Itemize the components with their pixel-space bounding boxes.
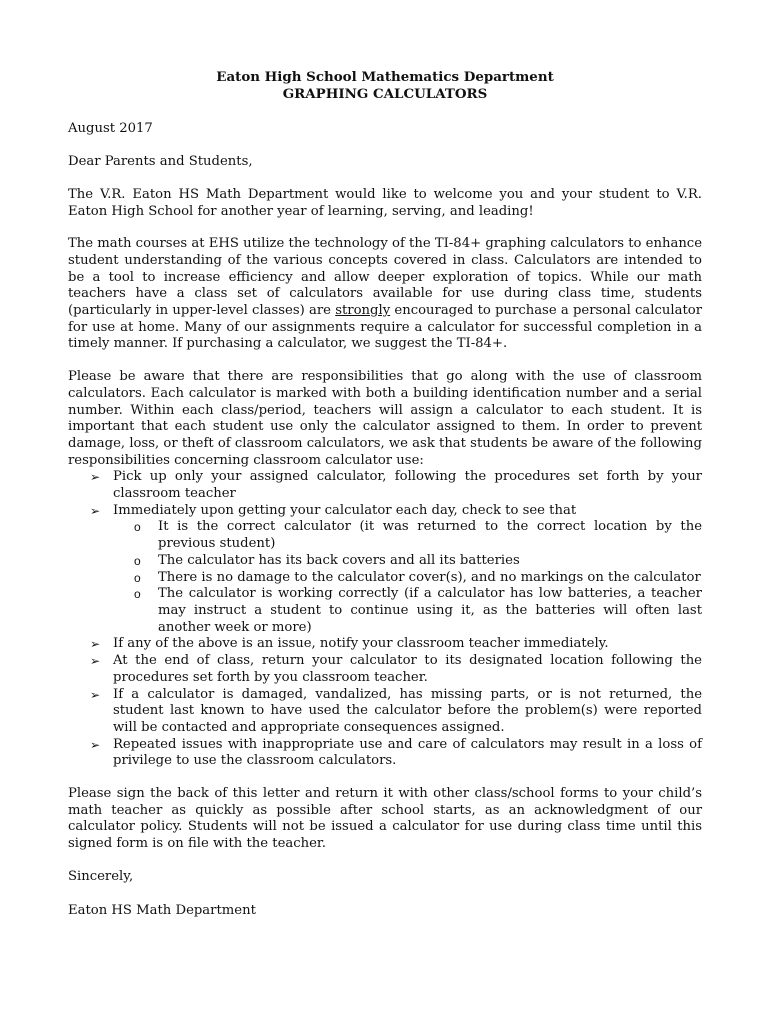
list-item [68, 469, 702, 502]
arrow-bullet-icon: ➢ [90, 470, 101, 485]
salutation: Dear Parents and Students, [68, 154, 253, 170]
list-item [68, 687, 702, 737]
signature: Eaton HS Math Department [68, 902, 256, 918]
responsibilities-paragraph: Please be aware that there are responsibilities that go along with the use of classroom calculators. Each calculator is marked with both a building identification number and a serial number. Within each class/period, teachers will assign a calculator to each student. It is important that each student use only the calculator assigned to them. In order to prevent damage, loss, or theft of classroom calculators, we ask that students be aware of the following responsibilities concerning classroom calculator use: [68, 369, 702, 468]
usage-text-end: encouraged to purchase a personal calculator for use at home. Many of our assignments require a calculator for successful completion in a timely manner. If purchasing a calculator, we suggest the TI-84+. [68, 303, 703, 352]
sub-list-item-text: The calculator has its back covers and all its batteries [158, 552, 520, 568]
sub-list-item-text: There is no damage to the calculator cover(s), and no markings on the calculator [158, 569, 701, 585]
list-item-text: If a calculator is damaged, vandalized, has missing parts, or is not returned, the student last known to have used the calculator before the problem(s) were reported will be contacted and appropriate consequences assigned. [113, 686, 702, 735]
arrow-bullet-icon: ➢ [90, 654, 101, 669]
list-item-text: Pick up only your assigned calculator, following the procedures set forth by your classroom teacher [113, 469, 702, 502]
letter-subject: GRAPHING CALCULATORS [282, 85, 488, 102]
circle-bullet-icon: o [134, 520, 141, 535]
circle-bullet-icon: o [134, 570, 141, 585]
check-list [113, 519, 702, 636]
sub-list-item [68, 586, 702, 636]
arrow-bullet-icon: ➢ [90, 637, 101, 652]
sub-list-item-text: It is the correct calculator (it was returned to the correct location by the previous student) [158, 519, 702, 552]
department-title: Eaton High School Mathematics Department [216, 69, 554, 85]
strongly-underlined: strongly [335, 303, 391, 319]
letter-date: August 2017 [68, 121, 153, 137]
list-item [68, 737, 702, 770]
list-item-text: If any of the above is an issue, notify your classroom teacher immediately. [113, 636, 609, 652]
list-item [68, 503, 702, 637]
list-item [68, 636, 702, 653]
arrow-bullet-icon: ➢ [90, 687, 101, 702]
circle-bullet-icon: o [134, 587, 141, 602]
arrow-bullet-icon: ➢ [90, 737, 101, 752]
list-item-text: Repeated issues with inappropriate use and care of calculators may result in a loss of privilege to use the classroom calculators. [113, 736, 702, 769]
circle-bullet-icon: o [134, 553, 141, 568]
list-item-text: At the end of class, return your calculator to its designated location following the procedures set forth by you classroom teacher. [113, 653, 702, 685]
sub-list-item-text: The calculator is working correctly (if a calculator has low batteries, a teacher may instruct a student to continue using it, as the batteries will often last another week or more) [158, 586, 702, 635]
arrow-bullet-icon: ➢ [90, 503, 101, 518]
letter-heading [68, 69, 702, 102]
calculator-usage-paragraph [68, 236, 702, 353]
sub-list-item [68, 570, 702, 587]
sub-list-item [68, 553, 702, 570]
return-form-paragraph: Please sign the back of this letter and return it with other class/school forms to your child’s math teacher as quickly as possible after school starts, as an acknowledgment of our calculator policy. Students will not be issued a calculator for use during class time until this signed form is on file with the teacher. [68, 786, 702, 852]
sub-list-item [68, 519, 702, 552]
responsibilities-list [68, 469, 702, 770]
list-item-text: Immediately upon getting your calculator each day, check to see that [113, 502, 577, 518]
closing: Sincerely, [68, 868, 134, 884]
welcome-paragraph: The V.R. Eaton HS Math Department would like to welcome you and your student to V.R. Eaton High School for another year of learning, serving, and leading! [68, 186, 702, 219]
usage-text-start: The math courses at EHS utilize the technology of the TI-84+ graphing calculators to enhance student understanding of the various concepts covered in class. Calculators are intended to be a tool to increase efficiency and allow deeper exploration of topics. While our math teachers have a class set of calculators available for use during class time, students (particularly in upper-level classes) are [68, 236, 702, 319]
list-item [68, 653, 702, 686]
